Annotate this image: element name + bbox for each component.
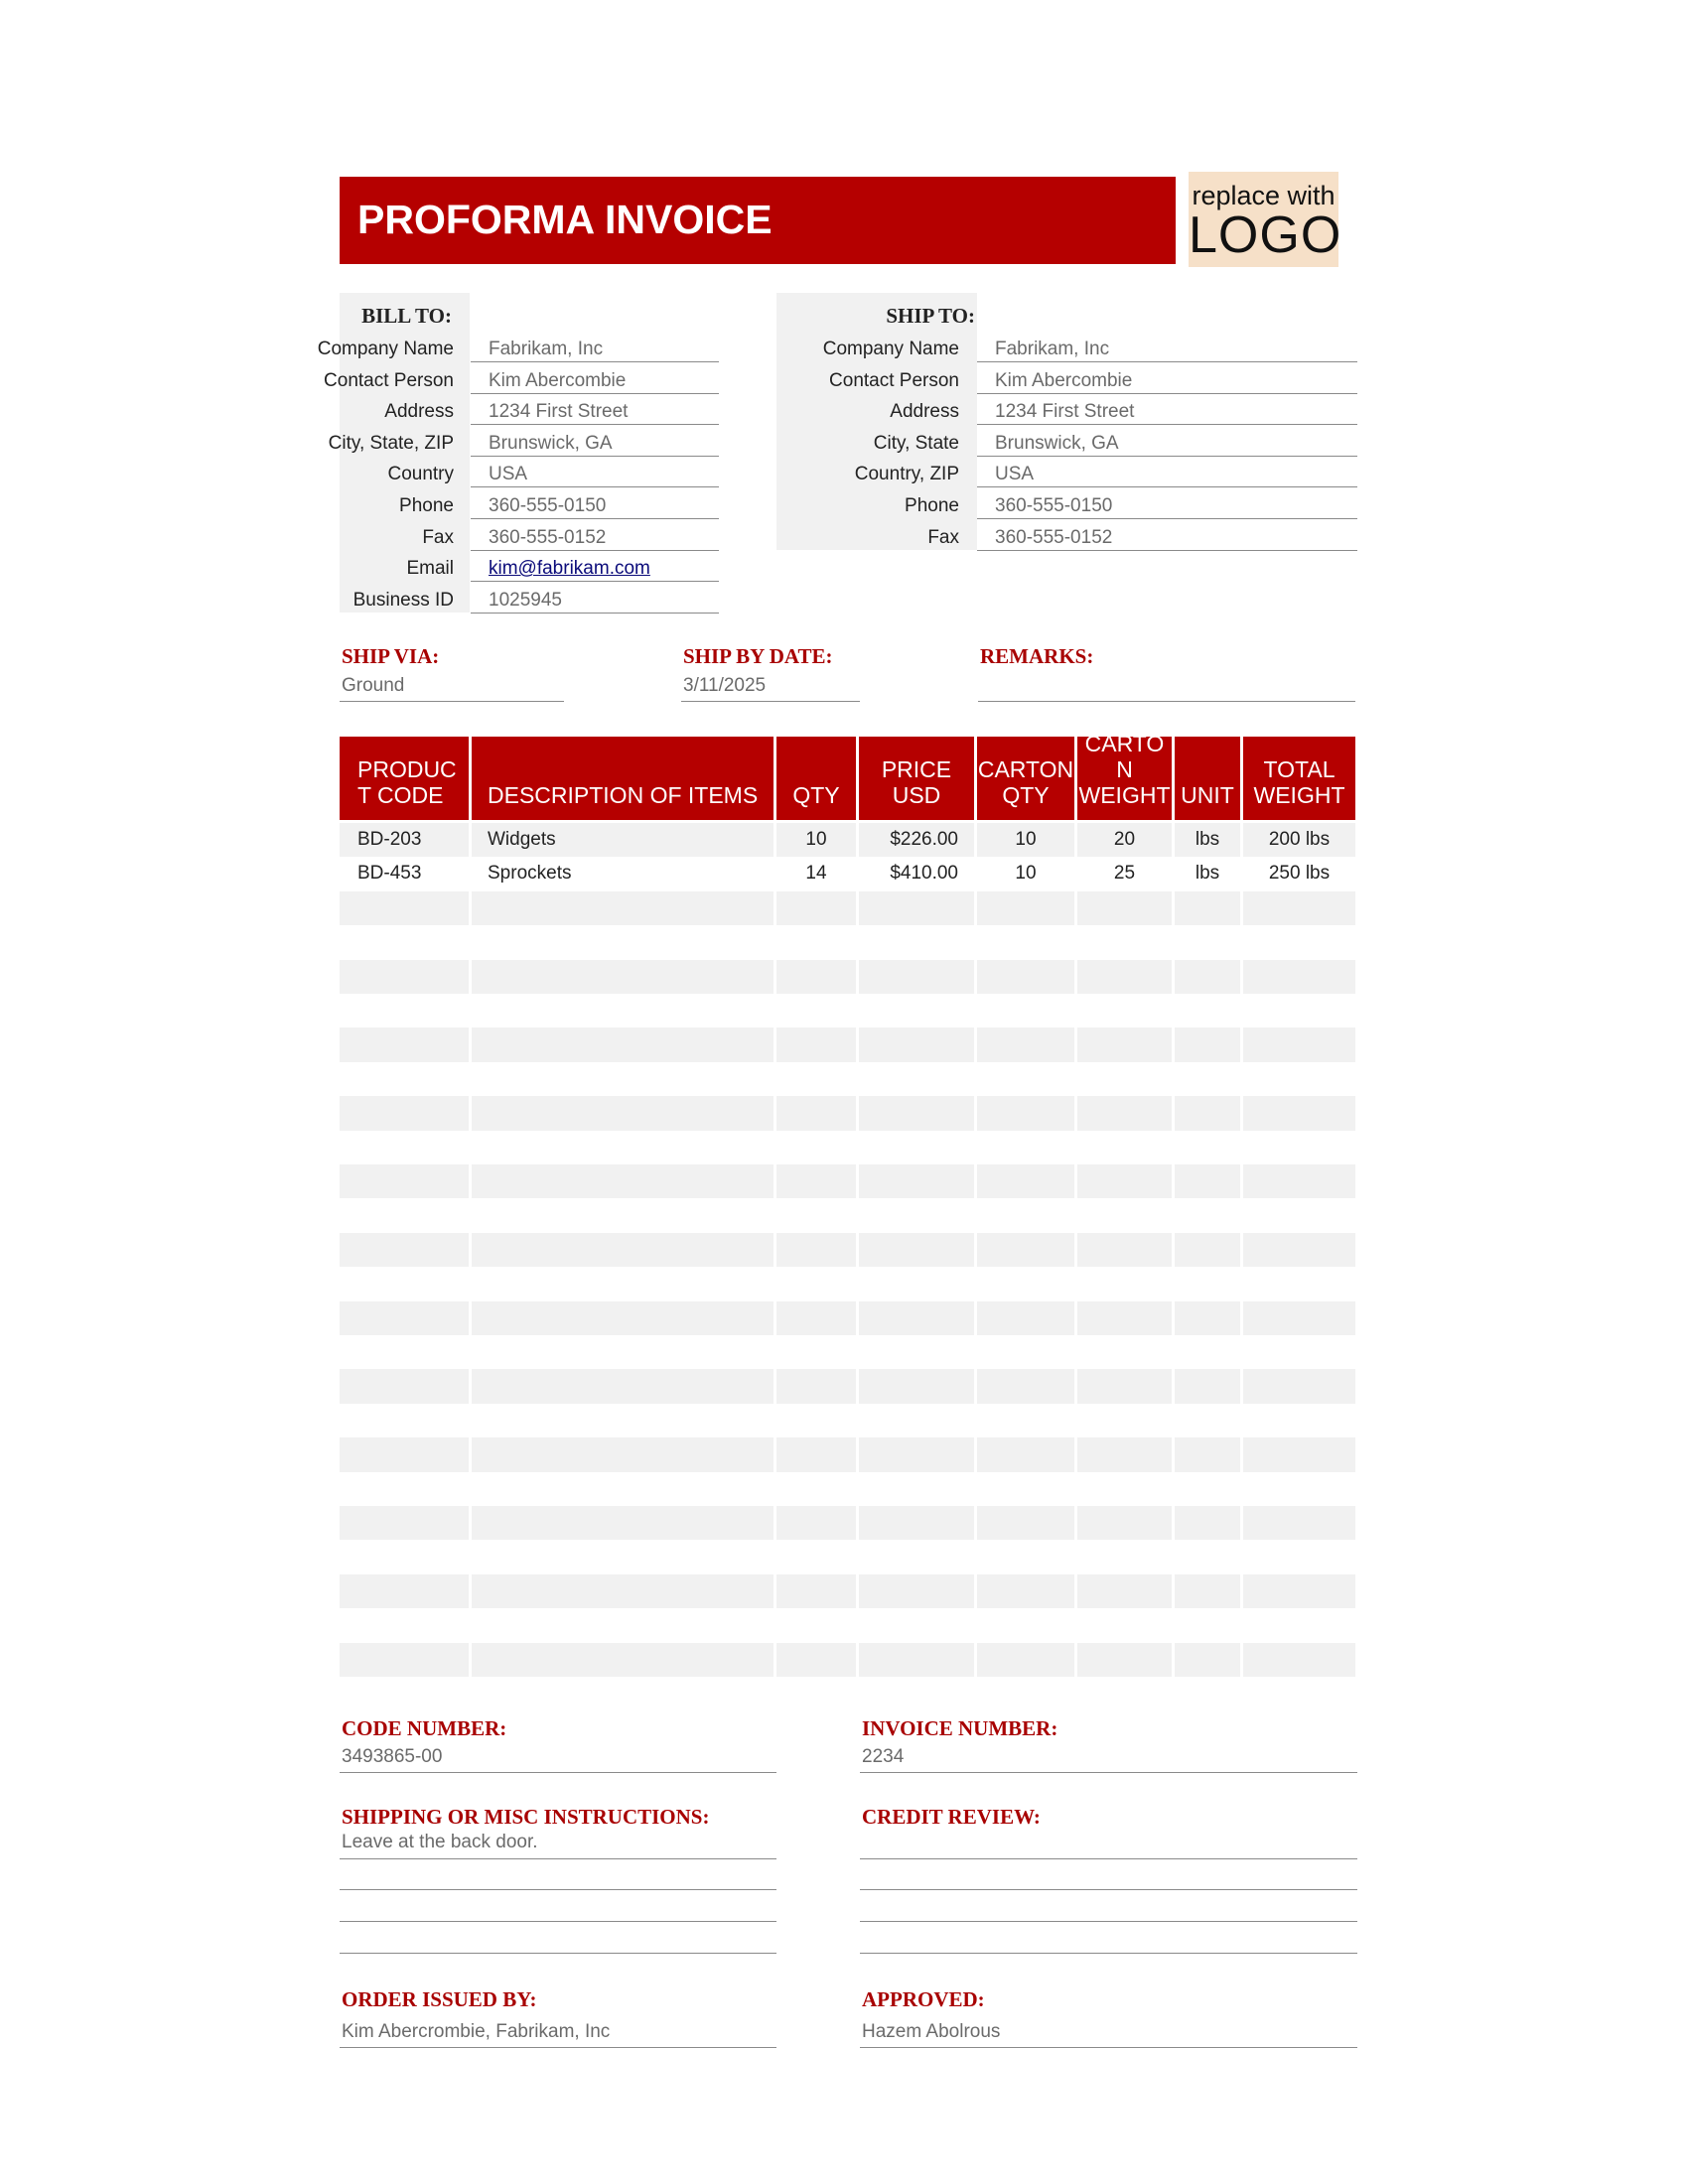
table-cell-empty[interactable] [1077, 1506, 1172, 1540]
table-cell-empty[interactable] [1243, 1437, 1355, 1471]
table-cell[interactable]: 14 [776, 857, 856, 890]
table-cell-empty[interactable] [1175, 925, 1240, 959]
table-cell-empty[interactable] [1077, 1540, 1172, 1573]
table-cell-empty[interactable] [1175, 1608, 1240, 1642]
table-cell-empty[interactable] [1243, 1506, 1355, 1540]
bill-to-label-cell [298, 527, 454, 553]
table-cell-empty[interactable] [1243, 1335, 1355, 1369]
table-cell[interactable]: 10 [977, 857, 1074, 890]
table-cell-empty[interactable] [776, 1574, 856, 1608]
bill-to-label-cell [298, 339, 454, 364]
table-cell-empty[interactable] [776, 1062, 856, 1096]
bill-to-field-value[interactable]: 1234 First Street [471, 401, 719, 425]
table-cell-empty[interactable] [1243, 925, 1355, 959]
table-cell-empty[interactable] [776, 1233, 856, 1267]
bill-to-field-value[interactable]: 1025945 [471, 590, 719, 614]
table-cell-empty[interactable] [340, 1062, 469, 1096]
table-header-cell[interactable]: QTY [776, 737, 856, 820]
table-cell[interactable]: 10 [776, 823, 856, 857]
code-number-label: CODE NUMBER: [342, 1716, 507, 1740]
bill-to-field-label: Email [406, 558, 454, 580]
table-cell[interactable]: Widgets [472, 823, 774, 857]
table-cell-empty[interactable] [1077, 1164, 1172, 1198]
ship-to-label-cell [776, 401, 959, 427]
table-cell[interactable]: $226.00 [859, 823, 974, 857]
order-issued-field[interactable]: Kim Abercrombie, Fabrikam, Inc [340, 2021, 776, 2048]
ship-to-field-label: Country, ZIP [854, 464, 959, 485]
table-cell-empty[interactable] [1243, 1404, 1355, 1437]
table-cell-empty[interactable] [1175, 1574, 1240, 1608]
table-cell[interactable]: 20 [1077, 823, 1172, 857]
table-cell-empty[interactable] [472, 1506, 774, 1540]
table-cell-empty[interactable] [977, 994, 1074, 1027]
ship-to-field-value[interactable]: 1234 First Street [977, 401, 1357, 425]
ship-via-field[interactable]: Ground [340, 675, 564, 702]
table-cell-empty[interactable] [859, 1027, 974, 1061]
bill-to-field-label: Contact Person [324, 369, 454, 391]
order-issued-label: ORDER ISSUED BY: [342, 1987, 537, 2011]
table-cell-empty[interactable] [1243, 1301, 1355, 1335]
ship-to-label-cell [776, 464, 959, 489]
table-cell-empty[interactable] [1077, 1062, 1172, 1096]
instructions-field-line4[interactable] [340, 1927, 776, 1954]
table-cell-empty[interactable] [1243, 1096, 1355, 1130]
table-cell[interactable]: 10 [977, 823, 1074, 857]
table-cell-empty[interactable] [859, 1506, 974, 1540]
table-cell[interactable]: Sprockets [472, 857, 774, 890]
table-cell-empty[interactable] [859, 1608, 974, 1642]
table-cell-empty[interactable] [472, 1267, 774, 1300]
table-cell-empty[interactable] [776, 925, 856, 959]
table-cell-empty[interactable] [776, 1472, 856, 1506]
remarks-field[interactable] [978, 675, 1355, 702]
table-cell-empty[interactable] [1077, 1335, 1172, 1369]
table-cell-empty[interactable] [977, 1608, 1074, 1642]
table-cell-empty[interactable] [1175, 891, 1240, 925]
table-cell-empty[interactable] [472, 1540, 774, 1573]
logo-placeholder[interactable] [1189, 172, 1342, 267]
email-link[interactable]: kim@fabrikam.com [489, 558, 650, 580]
table-cell-empty[interactable] [340, 1472, 469, 1506]
credit-review-line4[interactable] [860, 1927, 1357, 1954]
table-cell-empty[interactable] [1077, 1198, 1172, 1232]
table-cell-empty[interactable] [977, 960, 1074, 994]
table-cell-empty[interactable] [1243, 960, 1355, 994]
table-cell-empty[interactable] [1077, 1369, 1172, 1403]
table-cell-empty[interactable] [1175, 960, 1240, 994]
table-cell-empty[interactable] [1077, 1574, 1172, 1608]
table-cell-empty[interactable] [1175, 1301, 1240, 1335]
table-cell-empty[interactable] [776, 1164, 856, 1198]
table-cell-empty[interactable] [1175, 1198, 1240, 1232]
table-cell-empty[interactable] [977, 1369, 1074, 1403]
table-cell-empty[interactable] [340, 891, 469, 925]
table-header-cell[interactable]: CARTO N WEIGHT [1077, 737, 1172, 820]
table-cell-empty[interactable] [1175, 1437, 1240, 1471]
bill-to-field-value[interactable]: USA [471, 464, 719, 487]
table-cell-empty[interactable] [1243, 1131, 1355, 1164]
bill-to-field-value[interactable] [471, 558, 719, 582]
table-cell-empty[interactable] [1243, 994, 1355, 1027]
table-cell-empty[interactable] [859, 1643, 974, 1677]
table-cell-empty[interactable] [977, 1404, 1074, 1437]
table-cell-empty[interactable] [340, 1335, 469, 1369]
table-cell-empty[interactable] [340, 1027, 469, 1061]
ship-to-field-value[interactable]: Fabrikam, Inc [977, 339, 1357, 362]
bill-to-field-label: Business ID [352, 589, 454, 611]
table-cell-empty[interactable] [340, 1608, 469, 1642]
table-cell-empty[interactable] [1243, 1472, 1355, 1506]
ship-to-field-label: Phone [905, 495, 959, 516]
table-cell-empty[interactable] [472, 1096, 774, 1130]
table-cell-empty[interactable] [977, 1027, 1074, 1061]
table-cell-empty[interactable] [859, 1472, 974, 1506]
credit-review-line2[interactable] [860, 1863, 1357, 1890]
table-cell-empty[interactable] [859, 1574, 974, 1608]
bill-to-heading: BILL TO: [361, 304, 452, 328]
table-cell-empty[interactable] [472, 1027, 774, 1061]
table-cell-empty[interactable] [472, 1643, 774, 1677]
table-cell-empty[interactable] [472, 1404, 774, 1437]
table-cell-empty[interactable] [859, 1233, 974, 1267]
table-cell-empty[interactable] [472, 1301, 774, 1335]
table-cell-empty[interactable] [859, 1335, 974, 1369]
table-cell-empty[interactable] [859, 925, 974, 959]
table-cell-empty[interactable] [1175, 1096, 1240, 1130]
table-cell-empty[interactable] [1077, 1472, 1172, 1506]
table-header-cell[interactable]: DESCRIPTION OF ITEMS [472, 737, 774, 820]
table-header-cell[interactable]: TOTAL WEIGHT [1243, 737, 1355, 820]
remarks-label: REMARKS: [980, 644, 1094, 668]
table-cell-empty[interactable] [1077, 1608, 1172, 1642]
table-cell-empty[interactable] [1077, 1096, 1172, 1130]
table-cell-empty[interactable] [340, 1574, 469, 1608]
table-cell-empty[interactable] [977, 1233, 1074, 1267]
logo-line2: LOGO [1189, 206, 1342, 264]
bill-to-label-cell [298, 590, 454, 615]
table-cell-empty[interactable] [977, 891, 1074, 925]
table-cell-empty[interactable] [340, 1131, 469, 1164]
table-cell-empty[interactable] [1077, 891, 1172, 925]
table-cell-empty[interactable] [1077, 1404, 1172, 1437]
table-cell-empty[interactable] [472, 891, 774, 925]
invoice-number-label: INVOICE NUMBER: [862, 1716, 1058, 1740]
bill-to-field-label: City, State, ZIP [328, 432, 454, 454]
table-cell-empty[interactable] [859, 1062, 974, 1096]
table-cell-empty[interactable] [859, 1369, 974, 1403]
table-cell-empty[interactable] [776, 1027, 856, 1061]
table-cell[interactable]: BD-453 [340, 857, 469, 890]
ship-by-date-label: SHIP BY DATE: [683, 644, 833, 668]
ship-by-date-field[interactable]: 3/11/2025 [681, 675, 860, 702]
table-cell-empty[interactable] [1077, 1643, 1172, 1677]
table-cell-empty[interactable] [472, 925, 774, 959]
table-cell-empty[interactable] [776, 1643, 856, 1677]
table-cell-empty[interactable] [1077, 1027, 1172, 1061]
code-number-field[interactable]: 3493865-00 [340, 1746, 776, 1773]
table-cell-empty[interactable] [340, 1233, 469, 1267]
table-cell-empty[interactable] [1243, 1608, 1355, 1642]
table-cell-empty[interactable] [1175, 1027, 1240, 1061]
table-cell-empty[interactable] [977, 1335, 1074, 1369]
ship-to-label-cell [776, 433, 959, 459]
table-cell[interactable]: lbs [1175, 823, 1240, 857]
bill-to-field-label: Fax [422, 526, 454, 548]
table-cell-empty[interactable] [1077, 1233, 1172, 1267]
credit-review-label: CREDIT REVIEW: [862, 1805, 1041, 1829]
table-cell-empty[interactable] [776, 1335, 856, 1369]
ship-to-field-label: Contact Person [829, 369, 959, 391]
ship-to-field-value[interactable]: 360-555-0150 [977, 495, 1357, 519]
table-cell-empty[interactable] [977, 925, 1074, 959]
bill-to-label-cell [298, 495, 454, 521]
table-cell-empty[interactable] [1175, 1233, 1240, 1267]
instructions-field-line1[interactable]: Leave at the back door. [340, 1832, 776, 1859]
table-cell-empty[interactable] [977, 1540, 1074, 1573]
table-cell-empty[interactable] [1077, 1301, 1172, 1335]
table-cell-empty[interactable] [1175, 1472, 1240, 1506]
ship-to-label-cell [776, 527, 959, 553]
table-cell-empty[interactable] [859, 1164, 974, 1198]
ship-to-field-value[interactable]: 360-555-0152 [977, 527, 1357, 551]
table-cell-empty[interactable] [776, 994, 856, 1027]
table-cell-empty[interactable] [472, 960, 774, 994]
table-cell-empty[interactable] [977, 1301, 1074, 1335]
table-cell-empty[interactable] [1175, 1335, 1240, 1369]
ship-to-field-value[interactable]: Brunswick, GA [977, 433, 1357, 457]
table-cell-empty[interactable] [776, 891, 856, 925]
table-cell-empty[interactable] [472, 1198, 774, 1232]
table-cell-empty[interactable] [776, 1267, 856, 1300]
table-cell-empty[interactable] [1175, 1506, 1240, 1540]
bill-to-label-cell [298, 370, 454, 396]
table-cell-empty[interactable] [472, 1472, 774, 1506]
table-cell-empty[interactable] [859, 994, 974, 1027]
table-cell-empty[interactable] [1243, 1369, 1355, 1403]
table-cell-empty[interactable] [472, 1369, 774, 1403]
table-cell-empty[interactable] [1243, 1027, 1355, 1061]
table-cell-empty[interactable] [340, 1267, 469, 1300]
table-header-cell[interactable]: UNIT [1175, 737, 1240, 820]
table-cell-empty[interactable] [1243, 1574, 1355, 1608]
bill-to-field-label: Company Name [317, 339, 454, 359]
bill-to-label-cell [298, 558, 454, 584]
table-cell-empty[interactable] [1077, 994, 1172, 1027]
bill-to-label-cell [298, 401, 454, 427]
table-header-cell[interactable]: PRODUC T CODE [340, 737, 469, 820]
ship-to-field-label: City, State [873, 432, 959, 454]
credit-review-line1[interactable] [860, 1832, 1357, 1859]
table-cell-empty[interactable] [859, 1131, 974, 1164]
table-cell-empty[interactable] [340, 925, 469, 959]
approved-field[interactable]: Hazem Abolrous [860, 2021, 1357, 2048]
table-cell-empty[interactable] [977, 1062, 1074, 1096]
table-cell-empty[interactable] [859, 1267, 974, 1300]
table-cell-empty[interactable] [340, 1643, 469, 1677]
table-cell-empty[interactable] [340, 1301, 469, 1335]
table-cell-empty[interactable] [340, 1369, 469, 1403]
table-cell-empty[interactable] [776, 1404, 856, 1437]
table-cell-empty[interactable] [472, 1131, 774, 1164]
table-cell-empty[interactable] [859, 1540, 974, 1573]
table-cell-empty[interactable] [1243, 1164, 1355, 1198]
ship-to-field-label: Fax [927, 526, 959, 548]
table-cell-empty[interactable] [859, 1437, 974, 1471]
table-cell-empty[interactable] [977, 1198, 1074, 1232]
table-cell-empty[interactable] [977, 1472, 1074, 1506]
table-cell-empty[interactable] [776, 1540, 856, 1573]
instructions-label: SHIPPING OR MISC INSTRUCTIONS: [342, 1805, 710, 1829]
ship-to-field-label: Address [890, 401, 959, 423]
table-cell-empty[interactable] [340, 1540, 469, 1573]
logo-line1: replace with [1192, 181, 1336, 210]
table-cell[interactable]: BD-203 [340, 823, 469, 857]
instructions-field-line2[interactable] [340, 1863, 776, 1890]
table-cell-empty[interactable] [977, 1506, 1074, 1540]
table-cell-empty[interactable] [340, 994, 469, 1027]
table-cell-empty[interactable] [776, 1369, 856, 1403]
table-cell-empty[interactable] [1175, 1643, 1240, 1677]
table-cell-empty[interactable] [1243, 1643, 1355, 1677]
ship-to-field-value[interactable]: Kim Abercombie [977, 370, 1357, 394]
table-cell-empty[interactable] [1175, 1131, 1240, 1164]
credit-review-line3[interactable] [860, 1895, 1357, 1922]
table-cell-empty[interactable] [472, 1164, 774, 1198]
ship-to-label-cell [776, 339, 959, 364]
invoice-number-field[interactable]: 2234 [860, 1746, 1357, 1773]
table-header-cell[interactable]: PRICE USD [859, 737, 974, 820]
table-cell-empty[interactable] [776, 1608, 856, 1642]
ship-via-label: SHIP VIA: [342, 644, 440, 668]
table-cell-empty[interactable] [472, 1233, 774, 1267]
table-cell-empty[interactable] [472, 994, 774, 1027]
table-cell-empty[interactable] [1077, 1267, 1172, 1300]
table-cell-empty[interactable] [977, 1131, 1074, 1164]
table-cell-empty[interactable] [977, 1643, 1074, 1677]
table-cell-empty[interactable] [1077, 1131, 1172, 1164]
bill-to-field-value[interactable]: 360-555-0152 [471, 527, 719, 551]
bill-to-field-label: Country [387, 464, 454, 485]
table-cell-empty[interactable] [1175, 1164, 1240, 1198]
table-cell-empty[interactable] [859, 1096, 974, 1130]
instructions-field-line3[interactable] [340, 1895, 776, 1922]
table-cell-empty[interactable] [472, 1608, 774, 1642]
bill-to-field-value[interactable]: Brunswick, GA [471, 433, 719, 457]
table-cell-empty[interactable] [776, 1198, 856, 1232]
table-cell-empty[interactable] [1175, 1267, 1240, 1300]
approved-label: APPROVED: [862, 1987, 985, 2011]
table-cell-empty[interactable] [1243, 891, 1355, 925]
table-cell-empty[interactable] [859, 1301, 974, 1335]
table-cell-empty[interactable] [776, 1301, 856, 1335]
table-cell-empty[interactable] [977, 1437, 1074, 1471]
table-cell-empty[interactable] [340, 1164, 469, 1198]
table-cell[interactable]: 250 lbs [1243, 857, 1355, 890]
table-cell[interactable]: lbs [1175, 857, 1240, 890]
table-cell-empty[interactable] [859, 1404, 974, 1437]
bill-to-label-cell [298, 464, 454, 489]
table-cell-empty[interactable] [776, 960, 856, 994]
table-cell-empty[interactable] [776, 1437, 856, 1471]
table-cell-empty[interactable] [472, 1437, 774, 1471]
table-cell-empty[interactable] [1175, 1540, 1240, 1573]
table-cell-empty[interactable] [1077, 960, 1172, 994]
table-cell-empty[interactable] [1077, 1437, 1172, 1471]
table-cell-empty[interactable] [776, 1506, 856, 1540]
table-cell-empty[interactable] [1077, 925, 1172, 959]
bill-to-label-cell [298, 433, 454, 459]
table-cell-empty[interactable] [340, 1506, 469, 1540]
ship-to-field-label: Company Name [822, 339, 959, 359]
bill-to-field-value[interactable]: 360-555-0150 [471, 495, 719, 519]
table-cell[interactable]: 200 lbs [1243, 823, 1355, 857]
page-title: PROFORMA INVOICE [357, 197, 773, 242]
table-cell[interactable]: 25 [1077, 857, 1172, 890]
ship-to-field-value[interactable]: USA [977, 464, 1357, 487]
table-cell-empty[interactable] [472, 1335, 774, 1369]
table-cell-empty[interactable] [472, 1062, 774, 1096]
table-cell-empty[interactable] [340, 960, 469, 994]
table-cell-empty[interactable] [340, 1198, 469, 1232]
title-bar [340, 177, 1176, 264]
ship-to-label-cell [776, 370, 959, 396]
table-cell-empty[interactable] [977, 1164, 1074, 1198]
table-cell-empty[interactable] [1243, 1540, 1355, 1573]
table-cell-empty[interactable] [1243, 1062, 1355, 1096]
table-cell-empty[interactable] [340, 1437, 469, 1471]
table-cell-empty[interactable] [776, 1131, 856, 1164]
table-cell-empty[interactable] [1175, 1369, 1240, 1403]
table-header-cell[interactable]: CARTON QTY [977, 737, 1074, 820]
table-cell-empty[interactable] [340, 1096, 469, 1130]
table-cell-empty[interactable] [1175, 1404, 1240, 1437]
table-cell-empty[interactable] [977, 1574, 1074, 1608]
ship-to-heading: SHIP TO: [886, 304, 975, 328]
table-cell-empty[interactable] [340, 1404, 469, 1437]
table-cell-empty[interactable] [776, 1096, 856, 1130]
table-cell-empty[interactable] [1243, 1267, 1355, 1300]
bill-to-field-label: Address [384, 401, 454, 423]
table-cell-empty[interactable] [859, 891, 974, 925]
table-cell-empty[interactable] [1243, 1198, 1355, 1232]
table-cell-empty[interactable] [977, 1096, 1074, 1130]
table-cell-empty[interactable] [859, 960, 974, 994]
table-cell-empty[interactable] [1243, 1233, 1355, 1267]
ship-to-label-cell [776, 495, 959, 521]
table-cell-empty[interactable] [977, 1267, 1074, 1300]
table-cell-empty[interactable] [1175, 994, 1240, 1027]
bill-to-field-value[interactable]: Fabrikam, Inc [471, 339, 719, 362]
table-cell-empty[interactable] [859, 1198, 974, 1232]
bill-to-field-value[interactable]: Kim Abercombie [471, 370, 719, 394]
table-cell-empty[interactable] [472, 1574, 774, 1608]
table-cell-empty[interactable] [1175, 1062, 1240, 1096]
table-cell[interactable]: $410.00 [859, 857, 974, 890]
bill-to-field-label: Phone [399, 495, 454, 516]
